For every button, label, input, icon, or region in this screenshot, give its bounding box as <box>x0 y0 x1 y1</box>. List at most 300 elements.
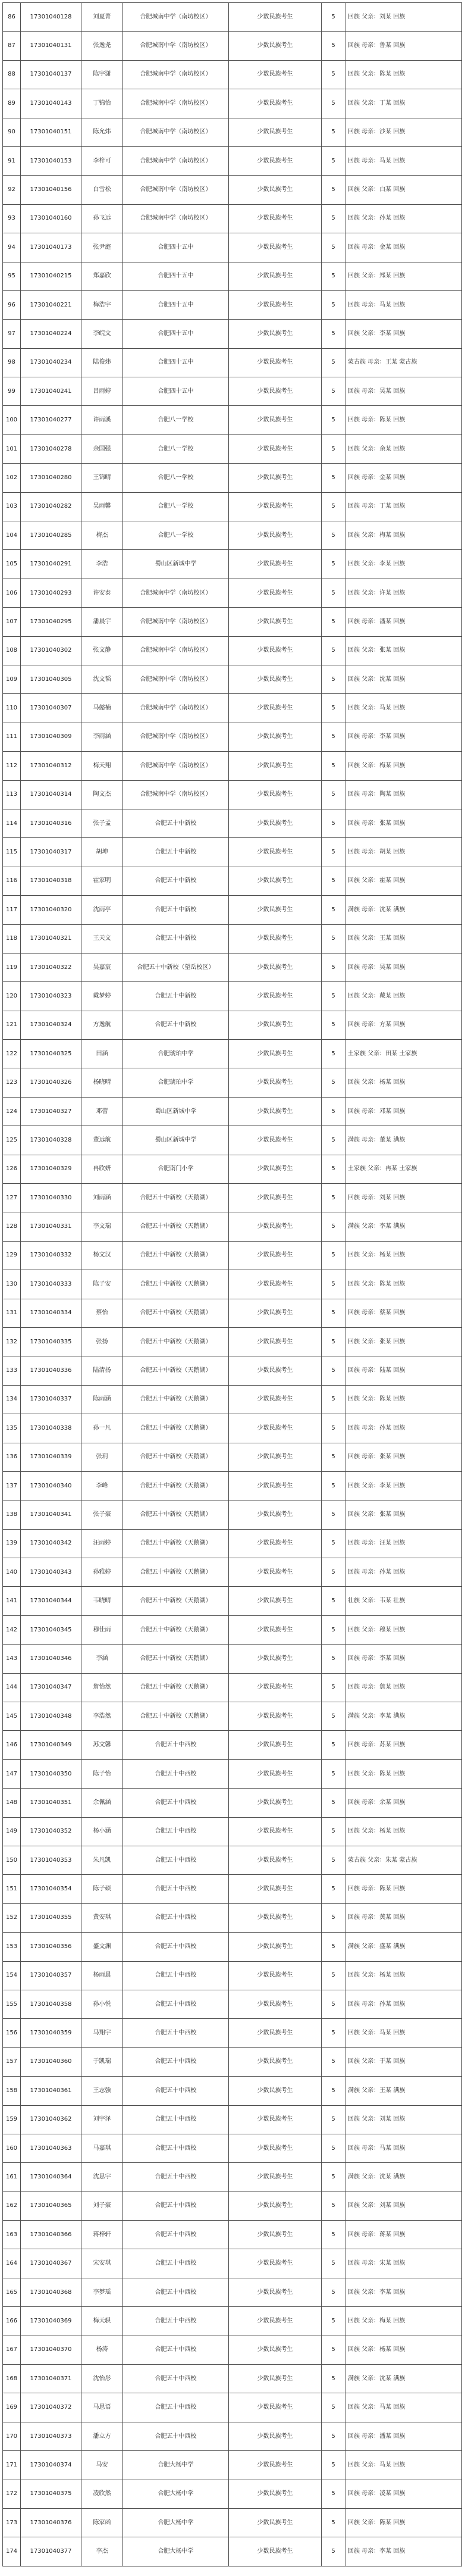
exam-number-cell: 17301040282 <box>21 492 81 521</box>
school-name-cell: 合肥八一学校 <box>123 492 229 521</box>
exam-number-cell: 17301040221 <box>21 290 81 319</box>
bonus-points-cell: 5 <box>322 2480 345 2508</box>
exam-number-cell: 17301040234 <box>21 348 81 377</box>
table-row <box>3 2422 462 2450</box>
table-row <box>3 377 462 406</box>
ethnicity-note-cell: 回族 父亲：张某 回族 <box>345 1500 462 1529</box>
category-cell: 少数民族考生 <box>229 2047 322 2076</box>
ethnicity-note-cell: 回族 母亲：陆某 回族 <box>345 1356 462 1385</box>
table-row <box>3 1933 462 1961</box>
school-name-cell: 合肥大杨中学 <box>123 2451 229 2480</box>
ethnicity-note-cell: 回族 父亲：于某 回族 <box>345 2047 462 2076</box>
student-name-cell: 张玥 <box>81 1443 123 1471</box>
school-name-cell: 蜀山区新城中学 <box>123 1097 229 1126</box>
student-name-cell: 田涵 <box>81 1040 123 1068</box>
exam-number-cell: 17301040365 <box>21 2192 81 2220</box>
exam-number-cell: 17301040215 <box>21 262 81 290</box>
category-cell: 少数民族考生 <box>229 1327 322 1356</box>
school-name-cell: 合肥城南中学（南坊校区） <box>123 146 229 175</box>
table-row <box>3 723 462 751</box>
table-row <box>3 780 462 809</box>
ethnicity-note-cell: 回族 母亲：詹某 回族 <box>345 1673 462 1702</box>
table-row <box>3 550 462 579</box>
ethnicity-note-cell: 回族 父亲：刘某 回族 <box>345 2192 462 2220</box>
exam-number-cell: 17301040291 <box>21 550 81 579</box>
row-number-cell: 118 <box>3 924 21 953</box>
exam-number-cell: 17301040307 <box>21 694 81 723</box>
row-number-cell: 170 <box>3 2422 21 2450</box>
category-cell: 少数民族考生 <box>229 953 322 981</box>
student-name-cell: 汪雨婷 <box>81 1529 123 1558</box>
school-name-cell: 合肥五十中西校 <box>123 1903 229 1932</box>
row-number-cell: 94 <box>3 233 21 262</box>
row-number-cell: 135 <box>3 1414 21 1443</box>
ethnicity-note-cell: 回族 父亲：杨某 回族 <box>345 1817 462 1846</box>
school-name-cell: 合肥五十中西校 <box>123 1933 229 1961</box>
exam-number-cell: 17301040322 <box>21 953 81 981</box>
school-name-cell: 合肥五十中新校（天鹅湖） <box>123 1500 229 1529</box>
table-row <box>3 320 462 348</box>
exam-number-cell: 17301040324 <box>21 1011 81 1039</box>
bonus-points-cell: 5 <box>322 2422 345 2450</box>
bonus-points-cell: 5 <box>322 233 345 262</box>
student-name-cell: 李涵 <box>81 1645 123 1673</box>
exam-number-cell: 17301040285 <box>21 521 81 550</box>
category-cell: 少数民族考生 <box>229 1126 322 1155</box>
row-number-cell: 142 <box>3 1615 21 1644</box>
ethnicity-note-cell: 回族 父亲：李某 回族 <box>345 320 462 348</box>
bonus-points-cell: 5 <box>322 1270 345 1299</box>
ethnicity-note-cell: 回族 母亲：陶某 回族 <box>345 780 462 809</box>
bonus-points-cell: 5 <box>322 204 345 233</box>
ethnicity-note-cell: 满族 父亲：盛某 满族 <box>345 1933 462 1961</box>
ethnicity-note-cell: 回族 父亲：孙某 回族 <box>345 204 462 233</box>
table-row <box>3 492 462 521</box>
school-name-cell: 合肥五十中西校 <box>123 2047 229 2076</box>
ethnicity-note-cell: 回族 母亲：金某 回族 <box>345 233 462 262</box>
exam-number-cell: 17301040325 <box>21 1040 81 1068</box>
ethnicity-note-cell: 回族 父亲：李某 回族 <box>345 2278 462 2306</box>
category-cell: 少数民族考生 <box>229 204 322 233</box>
category-cell: 少数民族考生 <box>229 1241 322 1270</box>
table-row <box>3 2019 462 2047</box>
category-cell: 少数民族考生 <box>229 233 322 262</box>
school-name-cell: 合肥大杨中学 <box>123 2537 229 2566</box>
ethnicity-note-cell: 回族 母亲：李某 回族 <box>345 723 462 751</box>
row-number-cell: 174 <box>3 2537 21 2566</box>
table-row <box>3 1356 462 1385</box>
row-number-cell: 152 <box>3 1903 21 1932</box>
student-name-cell: 李梓可 <box>81 146 123 175</box>
ethnicity-note-cell: 回族 母亲：汪某 回族 <box>345 1529 462 1558</box>
row-number-cell: 167 <box>3 2336 21 2364</box>
table-row <box>3 1500 462 1529</box>
category-cell: 少数民族考生 <box>229 1759 322 1788</box>
table-row <box>3 1299 462 1327</box>
ethnicity-note-cell: 土家族 父亲：田某 土家族 <box>345 1040 462 1068</box>
exam-number-cell: 17301040280 <box>21 464 81 492</box>
row-number-cell: 99 <box>3 377 21 406</box>
table-row <box>3 3 462 32</box>
category-cell: 少数民族考生 <box>229 1846 322 1875</box>
exam-number-cell: 17301040368 <box>21 2278 81 2306</box>
ethnicity-note-cell: 回族 父亲：梅某 回族 <box>345 752 462 780</box>
student-name-cell: 潘晨宇 <box>81 608 123 636</box>
exam-number-cell: 17301040361 <box>21 2077 81 2105</box>
student-name-cell: 李雨涵 <box>81 723 123 751</box>
ethnicity-note-cell: 回族 父亲：穆某 回族 <box>345 1615 462 1644</box>
ethnicity-note-cell: 满族 母亲：董某 满族 <box>345 1126 462 1155</box>
bonus-points-cell: 5 <box>322 1155 345 1183</box>
row-number-cell: 87 <box>3 32 21 60</box>
student-name-cell: 杨雨晨 <box>81 1961 123 1990</box>
school-name-cell: 合肥城南中学（南坊校区） <box>123 723 229 751</box>
school-name-cell: 合肥城南中学（南坊校区） <box>123 118 229 146</box>
student-name-cell: 张子孟 <box>81 809 123 837</box>
table-row <box>3 1270 462 1299</box>
bonus-points-cell: 5 <box>322 406 345 434</box>
exam-number-cell: 17301040278 <box>21 434 81 463</box>
table-row <box>3 1731 462 1759</box>
ethnicity-note-cell: 回族 母亲：丁某 回族 <box>345 492 462 521</box>
exam-number-cell: 17301040317 <box>21 838 81 867</box>
school-name-cell: 合肥五十中西校 <box>123 2077 229 2105</box>
table-row <box>3 233 462 262</box>
exam-number-cell: 17301040376 <box>21 2508 81 2537</box>
bonus-points-cell: 5 <box>322 2163 345 2192</box>
ethnicity-note-cell: 回族 母亲：邓某 回族 <box>345 1097 462 1126</box>
bonus-points-cell: 5 <box>322 2221 345 2249</box>
school-name-cell: 合肥五十中西校 <box>123 2249 229 2278</box>
row-number-cell: 144 <box>3 1673 21 1702</box>
ethnicity-note-cell: 回族 母亲：陈某 回族 <box>345 406 462 434</box>
school-name-cell: 合肥五十中新校（天鹅湖） <box>123 1299 229 1327</box>
student-name-cell: 孙一凡 <box>81 1414 123 1443</box>
table-row <box>3 694 462 723</box>
student-name-cell: 李梦瑶 <box>81 2278 123 2306</box>
table-row <box>3 32 462 60</box>
ethnicity-note-cell: 回族 母亲：张某 回族 <box>345 1443 462 1471</box>
row-number-cell: 124 <box>3 1097 21 1126</box>
row-number-cell: 114 <box>3 809 21 837</box>
bonus-points-cell: 5 <box>322 1529 345 1558</box>
bonus-points-cell: 5 <box>322 521 345 550</box>
table-row <box>3 2278 462 2306</box>
table-row <box>3 1011 462 1039</box>
ethnicity-note-cell: 回族 母亲：宋某 回族 <box>345 2249 462 2278</box>
row-number-cell: 104 <box>3 521 21 550</box>
table-row <box>3 1529 462 1558</box>
row-number-cell: 128 <box>3 1212 21 1241</box>
exam-number-cell: 17301040348 <box>21 1702 81 1731</box>
row-number-cell: 153 <box>3 1933 21 1961</box>
school-name-cell: 合肥五十中新校 <box>123 838 229 867</box>
ethnicity-note-cell: 回族 母亲：马某 回族 <box>345 290 462 319</box>
row-number-cell: 115 <box>3 838 21 867</box>
exam-number-cell: 17301040131 <box>21 32 81 60</box>
exam-number-cell: 17301040337 <box>21 1385 81 1414</box>
school-name-cell: 合肥五十中西校 <box>123 2134 229 2162</box>
category-cell: 少数民族考生 <box>229 1414 322 1443</box>
exam-number-cell: 17301040354 <box>21 1875 81 1903</box>
student-name-cell: 李浩 <box>81 550 123 579</box>
bonus-points-cell: 5 <box>322 32 345 60</box>
ethnicity-note-cell: 回族 父亲：马某 回族 <box>345 694 462 723</box>
bonus-points-cell: 5 <box>322 2365 345 2393</box>
row-number-cell: 102 <box>3 464 21 492</box>
student-name-cell: 韦晓晴 <box>81 1587 123 1615</box>
student-name-cell: 马嘉琪 <box>81 2134 123 2162</box>
row-number-cell: 172 <box>3 2480 21 2508</box>
school-name-cell: 合肥五十中西校 <box>123 2422 229 2450</box>
row-number-cell: 140 <box>3 1558 21 1587</box>
ethnicity-note-cell: 回族 父亲：杨某 回族 <box>345 1241 462 1270</box>
table-row <box>3 867 462 895</box>
category-cell: 少数民族考生 <box>229 290 322 319</box>
student-name-cell: 沈雨亭 <box>81 896 123 924</box>
exam-number-cell: 17301040334 <box>21 1299 81 1327</box>
bonus-points-cell: 5 <box>322 1327 345 1356</box>
exam-number-cell: 17301040326 <box>21 1068 81 1097</box>
exam-number-cell: 17301040366 <box>21 2221 81 2249</box>
category-cell: 少数民族考生 <box>229 464 322 492</box>
row-number-cell: 163 <box>3 2221 21 2249</box>
student-name-cell: 李浩然 <box>81 1702 123 1731</box>
table-row <box>3 464 462 492</box>
ethnicity-note-cell: 回族 父亲：霍某 回族 <box>345 867 462 895</box>
table-row <box>3 2221 462 2249</box>
exam-number-cell: 17301040336 <box>21 1356 81 1385</box>
roster-table <box>2 2 462 2566</box>
student-name-cell: 董远航 <box>81 1126 123 1155</box>
table-row <box>3 953 462 981</box>
exam-number-cell: 17301040352 <box>21 1817 81 1846</box>
ethnicity-note-cell: 回族 父亲：杨某 回族 <box>345 1068 462 1097</box>
ethnicity-note-cell: 回族 母亲：李某 回族 <box>345 2537 462 2566</box>
bonus-points-cell: 5 <box>322 1299 345 1327</box>
student-name-cell: 白雪松 <box>81 176 123 204</box>
school-name-cell: 合肥五十中西校 <box>123 2307 229 2336</box>
school-name-cell: 合肥五十中西校 <box>123 1817 229 1846</box>
category-cell: 少数民族考生 <box>229 1702 322 1731</box>
bonus-points-cell: 5 <box>322 1933 345 1961</box>
exam-number-cell: 17301040151 <box>21 118 81 146</box>
ethnicity-note-cell: 回族 父亲：余某 回族 <box>345 434 462 463</box>
bonus-points-cell: 5 <box>322 780 345 809</box>
category-cell: 少数民族考生 <box>229 2077 322 2105</box>
table-row <box>3 2192 462 2220</box>
bonus-points-cell: 5 <box>322 1500 345 1529</box>
school-name-cell: 合肥五十中新校（天鹅湖） <box>123 1212 229 1241</box>
bonus-points-cell: 5 <box>322 1587 345 1615</box>
category-cell: 少数民族考生 <box>229 320 322 348</box>
bonus-points-cell: 5 <box>322 377 345 406</box>
exam-number-cell: 17301040330 <box>21 1184 81 1212</box>
bonus-points-cell: 5 <box>322 838 345 867</box>
student-name-cell: 梅天翔 <box>81 752 123 780</box>
exam-number-cell: 17301040374 <box>21 2451 81 2480</box>
bonus-points-cell: 5 <box>322 1615 345 1644</box>
ethnicity-note-cell: 回族 母亲：孙某 回族 <box>345 1558 462 1587</box>
student-name-cell: 沈思宇 <box>81 2163 123 2192</box>
table-row <box>3 1414 462 1443</box>
table-row <box>3 1212 462 1241</box>
row-number-cell: 121 <box>3 1011 21 1039</box>
category-cell: 少数民族考生 <box>229 809 322 837</box>
exam-number-cell: 17301040359 <box>21 2019 81 2047</box>
school-name-cell: 合肥琥珀中学 <box>123 1040 229 1068</box>
row-number-cell: 146 <box>3 1731 21 1759</box>
school-name-cell: 合肥城南中学（南坊校区） <box>123 665 229 693</box>
category-cell: 少数民族考生 <box>229 1385 322 1414</box>
school-name-cell: 合肥五十中新校（天鹅湖） <box>123 1327 229 1356</box>
category-cell: 少数民族考生 <box>229 752 322 780</box>
category-cell: 少数民族考生 <box>229 1673 322 1702</box>
bonus-points-cell: 5 <box>322 896 345 924</box>
student-name-cell: 王锦晴 <box>81 464 123 492</box>
school-name-cell: 合肥五十中新校（天鹅湖） <box>123 1615 229 1644</box>
category-cell: 少数民族考生 <box>229 1529 322 1558</box>
ethnicity-note-cell: 回族 父亲：刘某 回族 <box>345 3 462 32</box>
ethnicity-note-cell: 回族 母亲：孙某 回族 <box>345 1990 462 2018</box>
bonus-points-cell: 5 <box>322 2192 345 2220</box>
bonus-points-cell: 5 <box>322 953 345 981</box>
student-name-cell: 吴雨馨 <box>81 492 123 521</box>
student-name-cell: 张扬 <box>81 1327 123 1356</box>
school-name-cell: 合肥五十中新校（天鹅湖） <box>123 1587 229 1615</box>
bonus-points-cell: 5 <box>322 1471 345 1500</box>
category-cell: 少数民族考生 <box>229 406 322 434</box>
bonus-points-cell: 5 <box>322 982 345 1011</box>
school-name-cell: 合肥城南中学（南坊校区） <box>123 176 229 204</box>
ethnicity-note-cell: 回族 父亲：白某 回族 <box>345 176 462 204</box>
student-name-cell: 方逸航 <box>81 1011 123 1039</box>
ethnicity-note-cell: 回族 父亲：陈某 回族 <box>345 1270 462 1299</box>
table-row <box>3 1068 462 1097</box>
category-cell: 少数民族考生 <box>229 176 322 204</box>
student-name-cell: 李峰 <box>81 1471 123 1500</box>
ethnicity-note-cell: 回族 父亲：陈某 回族 <box>345 1385 462 1414</box>
table-row <box>3 2307 462 2336</box>
exam-number-cell: 17301040344 <box>21 1587 81 1615</box>
category-cell: 少数民族考生 <box>229 2393 322 2422</box>
student-name-cell: 陈家函 <box>81 2508 123 2537</box>
ethnicity-note-cell: 回族 父亲：张某 回族 <box>345 636 462 665</box>
school-name-cell: 合肥城南中学（南坊校区） <box>123 608 229 636</box>
bonus-points-cell: 5 <box>322 464 345 492</box>
row-number-cell: 127 <box>3 1184 21 1212</box>
table-row <box>3 406 462 434</box>
bonus-points-cell: 5 <box>322 434 345 463</box>
row-number-cell: 89 <box>3 89 21 118</box>
row-number-cell: 93 <box>3 204 21 233</box>
student-name-cell: 黄安琪 <box>81 1903 123 1932</box>
table-row <box>3 2163 462 2192</box>
bonus-points-cell: 5 <box>322 579 345 607</box>
ethnicity-note-cell: 回族 父亲：陈某 回族 <box>345 1759 462 1788</box>
student-name-cell: 刘子豪 <box>81 2192 123 2220</box>
ethnicity-note-cell: 回族 父亲：丁某 回族 <box>345 89 462 118</box>
student-name-cell: 马安 <box>81 2451 123 2480</box>
exam-number-cell: 17301040370 <box>21 2336 81 2364</box>
bonus-points-cell: 5 <box>322 2249 345 2278</box>
ethnicity-note-cell: 回族 母亲：黄某 回族 <box>345 1903 462 1932</box>
school-name-cell: 合肥五十中西校 <box>123 2192 229 2220</box>
exam-number-cell: 17301040362 <box>21 2105 81 2134</box>
school-name-cell: 合肥五十中西校 <box>123 1961 229 1990</box>
row-number-cell: 134 <box>3 1385 21 1414</box>
exam-number-cell: 17301040346 <box>21 1645 81 1673</box>
student-name-cell: 孙飞远 <box>81 204 123 233</box>
category-cell: 少数民族考生 <box>229 1471 322 1500</box>
category-cell: 少数民族考生 <box>229 2480 322 2508</box>
table-row <box>3 2365 462 2393</box>
school-name-cell: 合肥城南中学（南坊校区） <box>123 636 229 665</box>
exam-number-cell: 17301040375 <box>21 2480 81 2508</box>
bonus-points-cell: 5 <box>322 636 345 665</box>
row-number-cell: 159 <box>3 2105 21 2134</box>
row-number-cell: 161 <box>3 2163 21 2192</box>
ethnicity-note-cell: 满族 父亲：李某 满族 <box>345 1702 462 1731</box>
row-number-cell: 101 <box>3 434 21 463</box>
school-name-cell: 合肥五十中西校 <box>123 2019 229 2047</box>
table-row <box>3 1673 462 1702</box>
exam-number-cell: 17301040364 <box>21 2163 81 2192</box>
table-row <box>3 1846 462 1875</box>
school-name-cell: 合肥五十中新校（天鹅湖） <box>123 1414 229 1443</box>
exam-number-cell: 17301040351 <box>21 1789 81 1817</box>
category-cell: 少数民族考生 <box>229 521 322 550</box>
table-row <box>3 809 462 837</box>
bonus-points-cell: 5 <box>322 2047 345 2076</box>
bonus-points-cell: 5 <box>322 2336 345 2364</box>
bonus-points-cell: 5 <box>322 1789 345 1817</box>
table-row <box>3 60 462 89</box>
row-number-cell: 125 <box>3 1126 21 1155</box>
category-cell: 少数民族考生 <box>229 636 322 665</box>
bonus-points-cell: 5 <box>322 1443 345 1471</box>
row-number-cell: 130 <box>3 1270 21 1299</box>
table-row <box>3 1875 462 1903</box>
school-name-cell: 合肥五十中西校 <box>123 2365 229 2393</box>
table-row <box>3 608 462 636</box>
category-cell: 少数民族考生 <box>229 550 322 579</box>
category-cell: 少数民族考生 <box>229 2019 322 2047</box>
row-number-cell: 151 <box>3 1875 21 1903</box>
school-name-cell: 合肥五十中新校（天鹅湖） <box>123 1645 229 1673</box>
bonus-points-cell: 5 <box>322 1673 345 1702</box>
category-cell: 少数民族考生 <box>229 1356 322 1385</box>
category-cell: 少数民族考生 <box>229 1155 322 1183</box>
table-row <box>3 290 462 319</box>
ethnicity-note-cell: 回族 母亲：潘某 回族 <box>345 2422 462 2450</box>
student-name-cell: 陈子安 <box>81 1270 123 1299</box>
school-name-cell: 合肥大杨中学 <box>123 2480 229 2508</box>
row-number-cell: 150 <box>3 1846 21 1875</box>
table-row <box>3 2077 462 2105</box>
school-name-cell: 合肥四十五中 <box>123 320 229 348</box>
school-name-cell: 合肥五十中新校 <box>123 1011 229 1039</box>
school-name-cell: 合肥八一学校 <box>123 406 229 434</box>
table-row <box>3 1327 462 1356</box>
row-number-cell: 119 <box>3 953 21 981</box>
student-name-cell: 李皖文 <box>81 320 123 348</box>
category-cell: 少数民族考生 <box>229 2336 322 2364</box>
exam-number-cell: 17301040128 <box>21 3 81 32</box>
exam-number-cell: 17301040312 <box>21 752 81 780</box>
ethnicity-note-cell: 回族 母亲：刘某 回族 <box>345 1184 462 1212</box>
table-row <box>3 262 462 290</box>
